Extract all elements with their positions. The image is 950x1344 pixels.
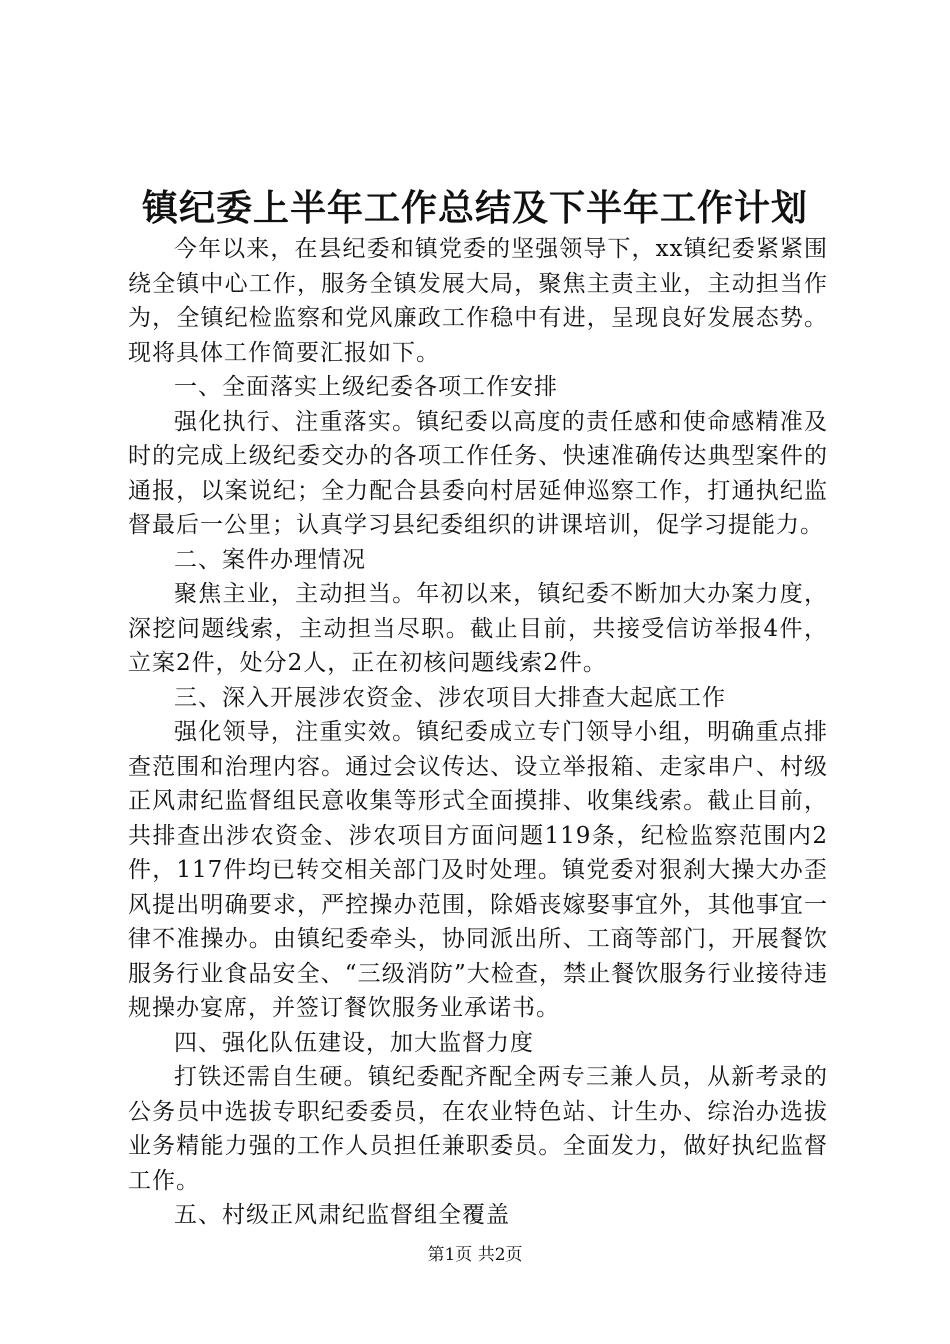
document-title: 镇纪委上半年工作总结及下半年工作计划 [141,187,808,229]
section-heading-3: 三、深入开展涉农资金、涉农项目大排查大起底工作 [174,684,726,711]
paragraph-intro: 今年以来，在县纪委和镇党委的坚强领导下，xx镇纪委紧紧围绕全镇中心工作，服务全镇发展大局，聚焦主责主业，主动担当作为，全镇纪检监察和党风廉政工作稳中有进，呈现良好发展态势。现将具体工作简要汇报如下。 [128,236,828,366]
paragraph-section-1: 强化执行、注重落实。镇纪委以高度的责任感和使命感精准及时的完成上级纪委交办的各项工作任务、快速准确传达典型案件的通报，以案说纪；全力配合县委向村居延伸巡察工作，打通执纪监督最后一公里；认真学习县纪委组织的讲课培训，促学习提能力。 [128,408,828,538]
section-heading-1: 一、全面落实上级纪委各项工作安排 [174,374,558,400]
paragraph-section-3: 强化领导，注重实效。镇纪委成立专门领导小组，明确重点排查范围和治理内容。通过会议传达、设立举报箱、走家串户、村级正风肃纪监督组民意收集等形式全面摸排、收集线索。截止目前，共排查出涉农资金、涉农项目方面问题119条，纪检监察范围内2件，117件均已转交相关部门及时处理。镇党委对狠刹大操大办歪风提出明确要求，严控操办范围，除婚丧嫁娶事宜外，其他事宜一律不准操办。由镇纪委牵头，协同派出所、工商等部门，开展餐饮服务行业食品安全、“三级消防”大检查，禁止餐饮服务行业接待违规操办宴席，并签订餐饮服务业承诺书。 [128,719,828,1021]
document-body [128,232,828,1233]
paragraph-section-2: 聚焦主业，主动担当。年初以来，镇纪委不断加大办案力度，深挖问题线索，主动担当尽职。截止目前，共接受信访举报4件，立案2件，处分2人，正在初核问题线索2件。 [128,581,828,676]
paragraph-section-4: 打铁还需自生硬。镇纪委配齐配全两专三兼人员，从新考录的公务员中选拔专职纪委委员，在农业特色站、计生办、综治办选拔业务精能力强的工作人员担任兼职委员。全面发力，做好执纪监督工作。 [128,1064,828,1194]
section-heading-4: 四、强化队伍建设，加大监督力度 [174,1029,534,1056]
page-indicator: 第1页 共2页 [427,1245,523,1265]
section-heading-2: 二、案件办理情况 [174,546,366,573]
section-heading-5: 五、村级正风肃纪监督组全覆盖 [174,1202,510,1228]
